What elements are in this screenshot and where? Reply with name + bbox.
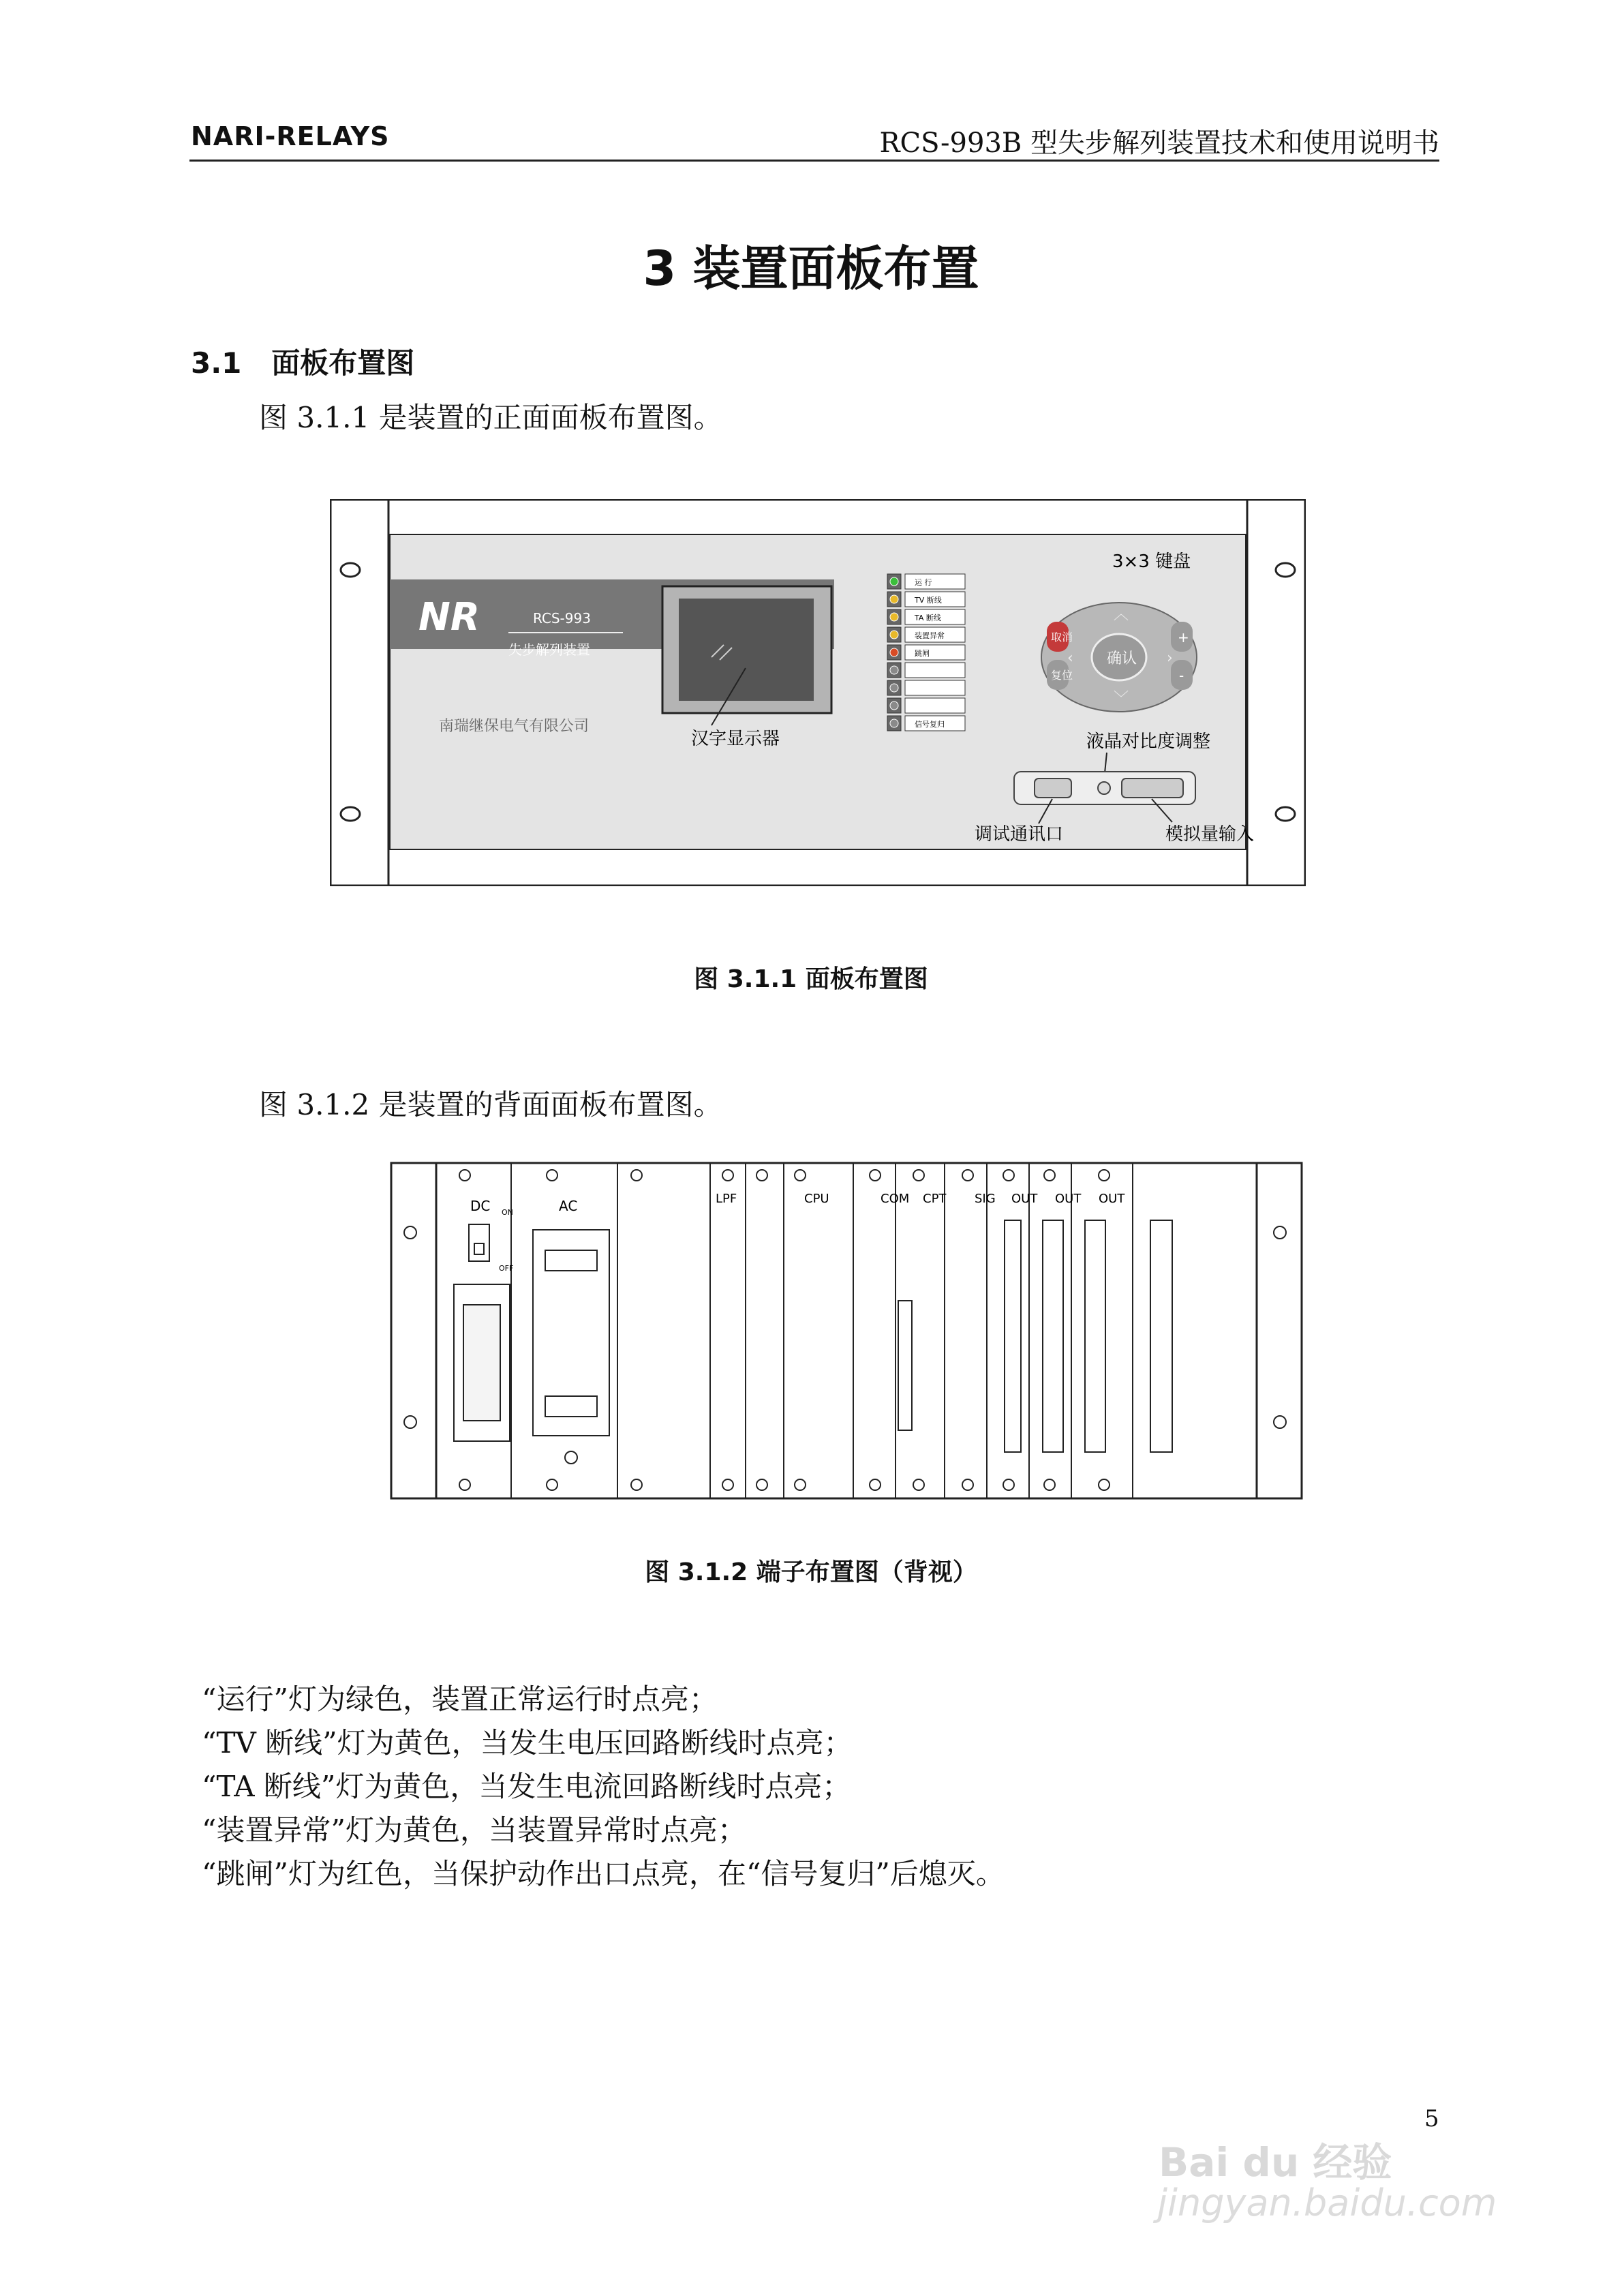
cancel-key-label: 取消	[1051, 631, 1073, 644]
led-label: 跳闸	[915, 649, 930, 658]
right-arrow-icon: ›	[1167, 650, 1173, 667]
left-arrow-icon: ‹	[1067, 650, 1073, 667]
debug-port[interactable]	[1035, 779, 1071, 798]
front-panel-figure	[330, 499, 1306, 886]
led-indicator	[890, 666, 898, 674]
led-note-trip: “跳闸”灯为红色，当保护动作出口点亮，在“信号复归”后熄灭。	[202, 1857, 1005, 1890]
down-arrow-icon: ﹀	[1114, 691, 1129, 708]
led-indicator	[890, 648, 898, 656]
led-column	[887, 574, 965, 731]
debug-port-label: 调试通讯口	[975, 824, 1064, 845]
header-rule	[189, 160, 1439, 162]
confirm-label: 确认	[1107, 650, 1137, 667]
signal-reset-button[interactable]	[890, 719, 898, 727]
watermark-brand: Bai du 经验	[1159, 2139, 1392, 2186]
led-indicator	[890, 577, 898, 586]
led-indicator	[890, 631, 898, 639]
display-label: 汉字显示器	[691, 729, 780, 749]
minus-key-label: -	[1179, 667, 1184, 684]
led-indicator	[890, 701, 898, 710]
com-connector	[898, 1301, 912, 1430]
led-label: 运 行	[915, 578, 932, 587]
contrast-knob[interactable]	[1098, 782, 1110, 794]
slot-label: OUT	[1055, 1192, 1082, 1206]
caption-back: 图 3.1.2 端子布置图（背视）	[645, 1558, 977, 1586]
lcd-screen	[679, 599, 814, 701]
terminal-strip	[1085, 1220, 1105, 1452]
led-note-tv: “TV 断线”灯为黄色，当发生电压回路断线时点亮；	[202, 1726, 853, 1759]
page-number: 5	[1424, 2105, 1439, 2132]
led-note-run: “运行”灯为绿色，装置正常运行时点亮；	[202, 1682, 718, 1716]
analog-port[interactable]	[1122, 779, 1183, 798]
nr-logo: NR	[418, 595, 480, 639]
contrast-label: 液晶对比度调整	[1086, 731, 1211, 752]
slot-label: SIG	[975, 1192, 996, 1206]
off-label: OFF	[499, 1264, 514, 1273]
led-label: 信号复归	[915, 720, 945, 729]
header-doc-title: RCS-993B 型失步解列装置技术和使用说明书	[879, 127, 1439, 159]
slot-label: OUT	[1011, 1192, 1038, 1206]
led-label-box	[905, 680, 965, 695]
led-note-abnormal: “装置异常”灯为黄色，当装置异常时点亮；	[202, 1813, 746, 1847]
section-number: 3.1	[191, 346, 242, 380]
led-indicator	[890, 684, 898, 692]
led-label: 装置异常	[915, 631, 945, 640]
led-label: TA 断线	[915, 614, 941, 622]
device-model: RCS-993	[533, 610, 591, 626]
section-title: 面板布置图	[271, 346, 415, 380]
led-label: TV 断线	[915, 596, 942, 605]
keypad-label: 3×3 键盘	[1112, 552, 1191, 572]
terminal-strip	[1005, 1220, 1021, 1452]
section-heading	[191, 341, 414, 382]
dc-label: DC	[470, 1198, 491, 1214]
header-brand: NARI-RELAYS	[191, 121, 390, 151]
led-indicator	[890, 613, 898, 621]
led-indicator	[890, 595, 898, 603]
analog-label: 模拟量输入	[1165, 824, 1255, 845]
reset-key-label: 复位	[1051, 669, 1073, 682]
slot-label: COM	[881, 1192, 910, 1206]
up-arrow-icon: ︿	[1114, 606, 1129, 623]
device-name: 失步解列装置	[508, 641, 590, 658]
company-name: 南瑞继保电气有限公司	[439, 718, 590, 735]
terminal-strip	[1150, 1220, 1172, 1452]
led-label-box	[905, 698, 965, 713]
led-note-ta: “TA 断线”灯为黄色，当发生电流回路断线时点亮；	[202, 1770, 851, 1803]
intro-front: 图 3.1.1 是装置的正面面板布置图。	[259, 401, 722, 434]
plus-key-label: +	[1178, 629, 1189, 646]
ac-label: AC	[559, 1198, 578, 1214]
slot-label: CPU	[804, 1192, 829, 1206]
slot-label: LPF	[716, 1192, 737, 1206]
on-label: ON	[502, 1208, 513, 1217]
slot-label: OUT	[1099, 1192, 1125, 1206]
keypad[interactable]	[1041, 603, 1197, 712]
slot-label: CPT	[923, 1192, 947, 1206]
terminal-strip	[1043, 1220, 1063, 1452]
caption-front: 图 3.1.1 面板布置图	[694, 965, 928, 993]
watermark-url: jingyan.baidu.com	[1157, 2181, 1497, 2224]
chapter-title: 3 装置面板布置	[643, 241, 979, 297]
back-panel-figure	[390, 1162, 1303, 1500]
intro-back: 图 3.1.2 是装置的背面面板布置图。	[259, 1088, 722, 1121]
led-label-box	[905, 663, 965, 678]
